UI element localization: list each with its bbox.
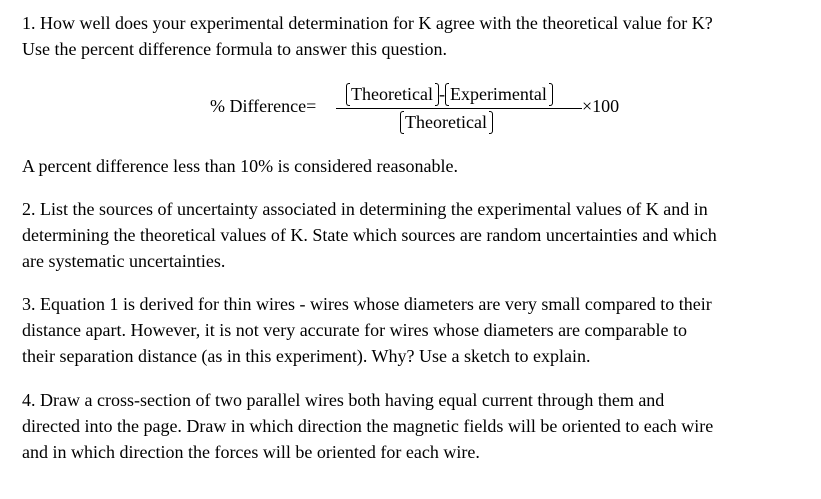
- question-4: [22, 387, 812, 465]
- reasonable-note: [22, 153, 812, 179]
- formula-label: % Difference=: [210, 96, 317, 116]
- abs-denominator: [400, 110, 493, 134]
- question-2-line: 2. List the sources of uncertainty associated in determining the experimental values of K and in: [22, 199, 708, 219]
- question-3-line: their separation distance (as in this experiment). Why? Use a sketch to explain.: [22, 346, 591, 366]
- question-1-line: 1. How well does your experimental determination for K agree with the theoretical value for K?: [22, 13, 713, 33]
- question-3: [22, 291, 812, 369]
- abs-experimental: [445, 82, 553, 106]
- question-2-line: determining the theoretical values of K. State which sources are random uncertainties and which: [22, 225, 717, 245]
- question-1-line: Use the percent difference formula to answer this question.: [22, 39, 448, 59]
- abs-theoretical: [346, 82, 439, 106]
- question-1: [22, 10, 812, 62]
- note-text: A percent difference less than 10% is considered reasonable.: [22, 156, 458, 176]
- question-4-line: 4. Draw a cross-section of two parallel wires both having equal current through them and: [22, 390, 665, 410]
- formula-denominator: [400, 110, 493, 134]
- question-3-line: 3. Equation 1 is derived for thin wires - wires whose diameters are very small compared to their: [22, 294, 712, 314]
- percent-difference-formula: [210, 82, 630, 138]
- numerator-experimental: Experimental: [449, 84, 547, 104]
- formula-numerator: [346, 82, 553, 106]
- question-2: [22, 196, 812, 274]
- fraction-bar: [336, 108, 582, 109]
- formula-multiplier: ×100: [582, 96, 620, 116]
- question-3-line: distance apart. However, it is not very accurate for wires whose diameters are comparable to: [22, 320, 687, 340]
- denominator-theoretical: Theoretical: [405, 112, 487, 132]
- question-4-line: directed into the page. Draw in which direction the magnetic fields will be oriented to each wire: [22, 416, 714, 436]
- minus-sign: -: [438, 84, 445, 104]
- question-2-line: are systematic uncertainties.: [22, 251, 226, 271]
- question-4-line: and in which direction the forces will be oriented for each wire.: [22, 442, 480, 462]
- numerator-theoretical: Theoretical: [351, 84, 433, 104]
